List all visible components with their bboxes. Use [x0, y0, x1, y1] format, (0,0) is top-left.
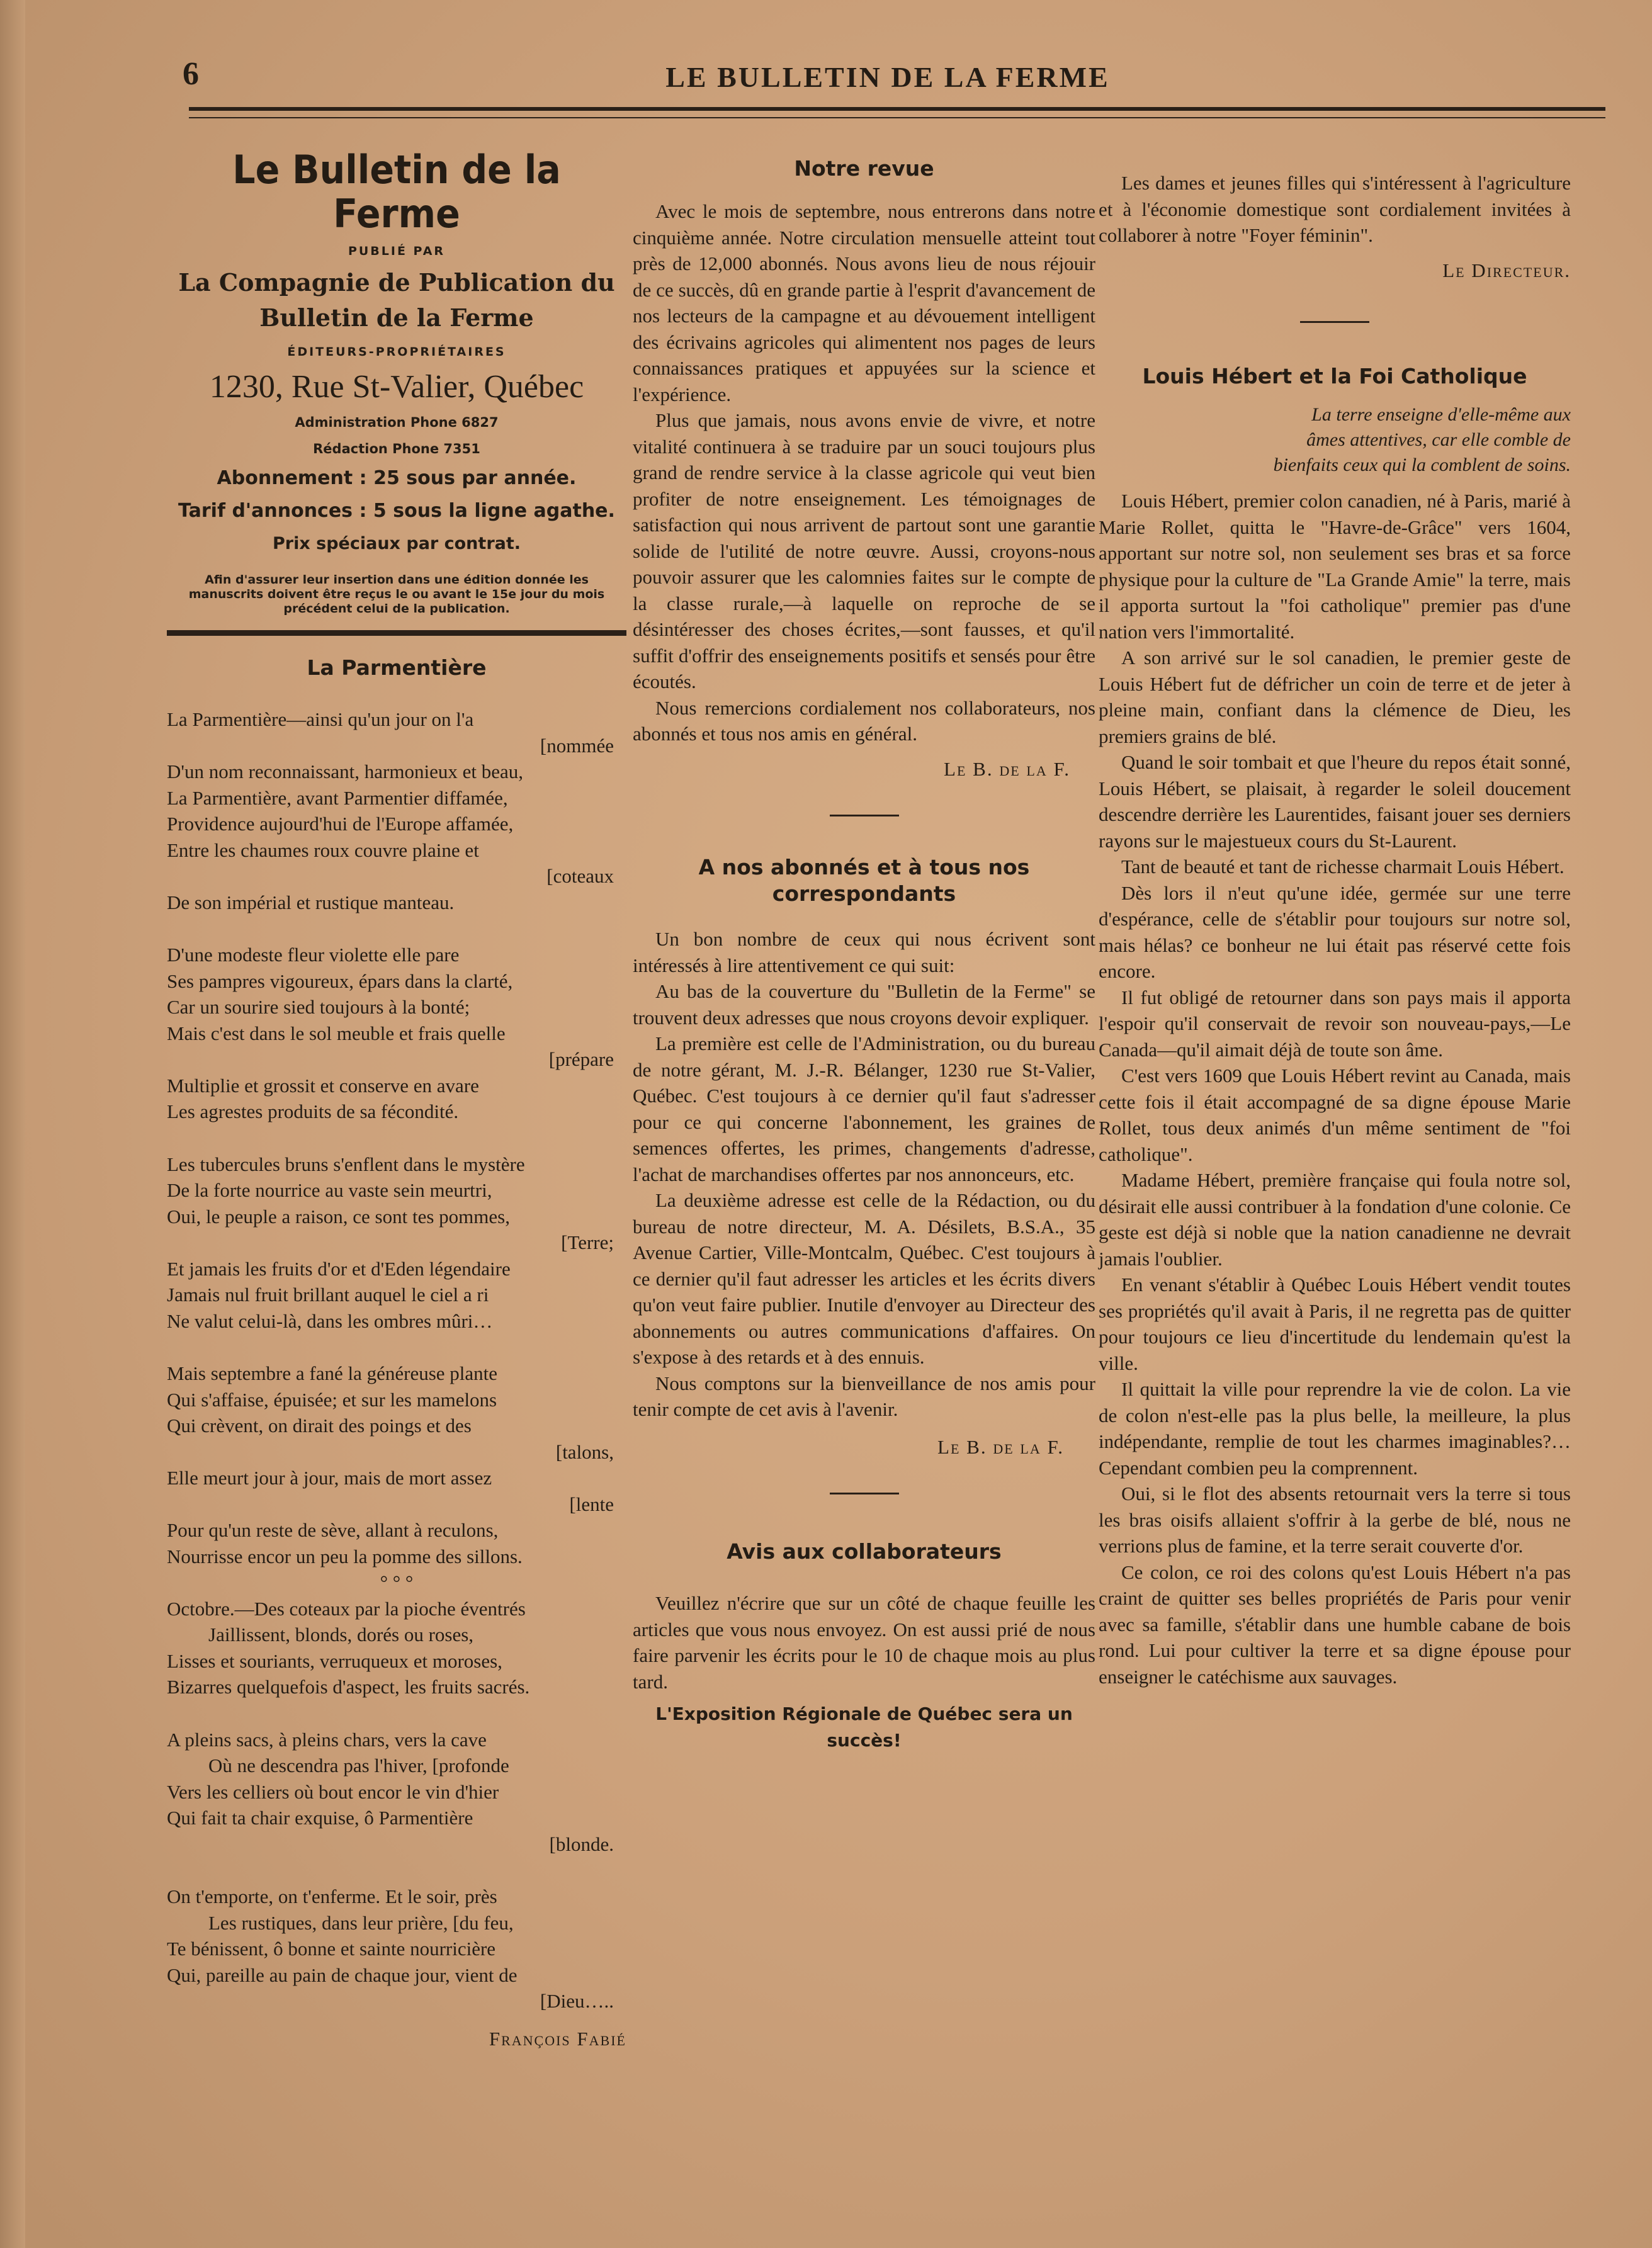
masthead-address: 1230, Rue St-Valier, Québec: [209, 369, 584, 405]
poem-line: [Terre;: [561, 1231, 614, 1253]
paragraph: Tant de beauté et tant de richesse charmait Louis Hébert.: [1121, 856, 1564, 878]
paragraph: La deuxième adresse est celle de la Rédaction, ou du bureau de notre directeur, M. A. Désilets, B.S.A., 35 Avenue Cartier, Ville-Montcalm, Québec. C'est toujours à ce dernier qu'il faut adresser les articles et les écrits divers qu'on veut faire publier. Inutile d'envoyer au Directeur des abonnements ou autres communications d'affaires. On s'expose à des retards et à des ennuis.: [633, 1189, 1095, 1368]
poem-line: La Parmentière—ainsi qu'un jour on l'a: [167, 708, 474, 730]
poem-line: ° ° °: [380, 1571, 414, 1593]
article-body-abonnes: [633, 926, 1095, 1423]
article-title-avis: Avis aux collaborateurs: [727, 1539, 1002, 1564]
column-left: [167, 135, 626, 2052]
poem-line: Vers les celliers où bout encor le vin d'hier: [167, 1780, 499, 1803]
paragraph: Madame Hébert, première française qui foula notre sol, désirait elle aussi contribuer à la fondation d'une colonie. Ce geste est déjà si noble que la nation canadienne ne devrait jamais l'oublier.: [1099, 1169, 1571, 1270]
paragraph: Un bon nombre de ceux qui nous écrivent sont intéressés à lire attentivement ce qui suit:: [633, 928, 1095, 976]
poem-line: De la forte nourrice au vaste sein meurtri,: [167, 1179, 492, 1201]
poem-author: François Fabié: [489, 2027, 626, 2050]
paragraph: En venant s'établir à Québec Louis Hébert vendit toutes ses propriétés qu'il avait à Paris, il ne regretta pas de quitter pour toujours ce lieu d'incertitude du lendemain qu'est la ville.: [1099, 1274, 1571, 1374]
poem-line: Jaillissent, blonds, dorés ou roses,: [208, 1624, 474, 1646]
poem-stanza: [167, 706, 626, 915]
poem-line: [Dieu…..: [540, 1990, 614, 2012]
masthead-publie-par: PUBLIÉ PAR: [348, 244, 446, 258]
masthead-tarif: Tarif d'annonces : 5 sous la ligne agathe.: [178, 500, 615, 522]
article-body-revue: [633, 198, 1095, 747]
poem-line: Te bénissent, ô bonne et sainte nourricière: [167, 1938, 496, 1960]
signature-directeur: Le Directeur.: [1442, 259, 1571, 281]
poem-line: Providence aujourd'hui de l'Europe affamée,: [167, 813, 514, 835]
poem-stanza: [167, 1727, 626, 1858]
signature-abonnes: Le B. de la F.: [937, 1435, 1064, 1458]
poem-line: Et jamais les fruits d'or et d'Eden légendaire: [167, 1257, 511, 1280]
paragraph: A son arrivé sur le sol canadien, le premier geste de Louis Hébert fut de défricher un coin de terre et de jeter à pleine main, confiant dans la clémence de Dieu, les premiers grains de blé.: [1099, 647, 1571, 747]
poem-line: Où ne descendra pas l'hiver, [profonde: [208, 1754, 509, 1776]
page-number: 6: [183, 56, 199, 92]
poem-line: Les tubercules bruns s'enflent dans le mystère: [167, 1153, 525, 1175]
paragraph: Louis Hébert, premier colon canadien, né à Paris, marié à Marie Rollet, quitta le "Havre-de-Grâce" vers 1604, apportant sur notre sol, non seulement ses bras et sa force physique pour la culture de "La Grande Amie" la terre, mais il apporta surtout la "foi catholique" premier pas d'une nation vers l'immortalité.: [1099, 490, 1571, 643]
poem-line: [blonde.: [549, 1833, 614, 1855]
poem-line: A pleins sacs, à pleins chars, vers la cave: [167, 1728, 487, 1751]
poem-line: Mais septembre a fané la généreuse plante: [167, 1362, 498, 1384]
masthead-prix: Prix spéciaux par contrat.: [272, 534, 521, 553]
article-title-abonnes: A nos abonnés et à tous nos correspondants: [698, 855, 1030, 906]
poem-line: Qui fait ta chair exquise, ô Parmentière: [167, 1807, 473, 1829]
poem-line: Nourrisse encor un peu la pomme des sillons.: [167, 1545, 523, 1567]
paragraph: Plus que jamais, nous avons envie de vivre, et notre vitalité continuera à se traduire par un souci toujours plus grand de rendre service à la classe agricole qui veut bien profiter de notre enseignement. Les témoignages de satisfaction qui nous arrivent de partout sont une garantie solide de l'utilité de notre œuvre. Aussi, croyons-nous pouvoir assurer que les calomnies faites sur le compte de la classe rurale,—à laquelle on reproche de se désintéresser des choses écrites,—sont fausses, et qu'il suffit d'offrir des enseignements positifs et sensés pour être écoutés.: [633, 409, 1095, 692]
poem-line: [nommée: [540, 734, 614, 757]
paragraph: Il fut obligé de retourner dans son pays mais il apporta l'espoir qu'il conservait de revoir son nouveau-pays,—Le Canada—qu'il aimait déjà de toute son âme.: [1099, 986, 1571, 1061]
poem-line: Octobre.—Des coteaux par la pioche éventrés: [167, 1597, 526, 1620]
paragraph: Il quittait la ville pour reprendre la vie de colon. La vie de colon n'est-elle pas la plus belle, la meilleure, la plus indépendante, remplie de tout les charmes imaginables?… Cependant combien peu la comprennent.: [1099, 1378, 1571, 1479]
poem-line: Ne valut celui-là, dans les ombres mûri…: [167, 1309, 493, 1332]
poem-line: D'un nom reconnaissant, harmonieux et beau,: [167, 760, 524, 782]
masthead-company-line1: La Compagnie de Publication du: [178, 268, 615, 297]
paragraph: Oui, si le flot des absents retournait vers la terre si tous les bras oisifs allaient s'offrir à la gerbe de blé, nous ne verrions plus de famine, et la terre serait couverte d'or.: [1099, 1483, 1571, 1557]
exposition-notice: L'Exposition Régionale de Québec sera un succès!: [655, 1703, 1073, 1751]
poem-line: Car un sourire sied toujours à la bonté;: [167, 996, 470, 1018]
page-edge: [0, 0, 25, 2248]
poem-stanza: [167, 1884, 626, 2014]
masthead-title: Le Bulletin de la Ferme: [232, 147, 561, 237]
header-rule-thick: [189, 107, 1605, 111]
paragraph: Nous comptons sur la bienveillance de nos amis pour tenir compte de cet avis à l'avenir.: [633, 1372, 1095, 1420]
poem-stanza: [167, 1360, 626, 1700]
poem-line: Qui, pareille au pain de chaque jour, vient de: [167, 1963, 518, 1986]
paragraph: C'est vers 1609 que Louis Hébert revint au Canada, mais cette fois il était accompagné de sa digne épouse Marie Rollet, tous deux animés d'un même sentiment de "foi catholique".: [1099, 1065, 1571, 1165]
paragraph: Au bas de la couverture du "Bulletin de la Ferme" se trouvent deux adresses que nous croyons devoir expliquer.: [633, 980, 1095, 1029]
poem-stanza: [167, 1151, 626, 1335]
poem-line: Qui crèvent, on dirait des poings et des: [167, 1415, 472, 1437]
masthead-phone-redaction: Rédaction Phone 7351: [313, 441, 480, 456]
poem-line: Oui, le peuple a raison, ce sont tes pommes,: [167, 1205, 510, 1228]
poem-line: [coteaux: [546, 865, 614, 887]
separator: [1300, 321, 1369, 323]
poem-line: La Parmentière, avant Parmentier diffamée,: [167, 786, 508, 809]
column-right: [1099, 135, 1571, 1690]
poem-line: Jamais nul fruit brillant auquel le ciel a ri: [167, 1284, 489, 1306]
paragraph: Dès lors il n'eut qu'une idée, germée sur une terre d'espérance, celle de s'établir pour toujours sur notre sol, mais hélas? ce bonheur ne lui était pas réservé cette fois encore.: [1099, 881, 1571, 982]
article-title-revue: Notre revue: [794, 156, 934, 181]
header-rule-thin: [189, 117, 1605, 118]
poem-line: Les rustiques, dans leur prière, [du feu,: [208, 1911, 514, 1934]
article-body-dames: [1099, 170, 1571, 249]
poem-line: Qui s'affaise, épuisée; et sur les mamelons: [167, 1388, 497, 1411]
running-title: LE BULLETIN DE LA FERME: [665, 61, 1110, 93]
column-middle: [633, 135, 1095, 1753]
poem-line: Elle meurt jour à jour, mais de mort assez: [167, 1467, 492, 1489]
article-epigraph: La terre enseigne d'elle-même aux âmes attentives, car elle comble de bienfaits ceux qui la comblent de soins.: [1273, 404, 1571, 475]
paragraph: Avec le mois de septembre, nous entrerons dans notre cinquième année. Notre circulation mensuelle atteint tout près de 12,000 abonnés. Nous avons lieu de nous réjouir de ce succès, dû en grande partie à l'esprit d'avancement de nos lecteurs de la campagne et au dévouement intelligent des écrivains agricoles qui alimentent nos pages de leurs connaissances pratiques et appuyées sur la science et l'expérience.: [633, 200, 1095, 405]
poem-line: Bizarres quelquefois d'aspect, les fruits sacrés.: [167, 1676, 530, 1698]
article-body-avis: [633, 1590, 1095, 1695]
poem-line: D'une modeste fleur violette elle pare: [167, 944, 460, 966]
separator: [830, 1493, 899, 1494]
poem-line: Pour qu'un reste de sève, allant à reculons,: [167, 1519, 499, 1541]
poem-line: De son impérial et rustique manteau.: [167, 891, 455, 913]
poem-line: [prépare: [548, 1048, 614, 1070]
masthead: [167, 148, 626, 636]
poem-line: Multiplie et grossit et conserve en avare: [167, 1074, 479, 1097]
paragraph: Ce colon, ce roi des colons qu'est Louis Hébert n'a pas craint de quitter ses belles propriétés de Paris pour venir avec sa famille, s'établir dans une humble cabane de bois rond. Lui pour cultiver la terre et sa digne épouse pour enseigner le catéchisme aux sauvages.: [1099, 1561, 1571, 1688]
paragraph: Les dames et jeunes filles qui s'intéressent à l'agriculture et à l'économie domestique sont cordialement invitées à collaborer à notre "Foyer féminin".: [1099, 172, 1571, 246]
poem-line: On t'emporte, on t'enferme. Et le soir, près: [167, 1885, 497, 1907]
poem-line: [talons,: [555, 1440, 614, 1463]
masthead-rule: [167, 630, 626, 636]
poem-stanza: [167, 942, 626, 1125]
masthead-phone-admin: Administration Phone 6827: [295, 415, 499, 430]
masthead-company-line2: Bulletin de la Ferme: [259, 303, 534, 332]
paragraph: Veuillez n'écrire que sur un côté de chaque feuille les articles que vous nous envoyez. On est aussi prié de nous faire parvenir les écrits pour le 10 de chaque mois au plus tard.: [633, 1592, 1095, 1693]
paragraph: Nous remercions cordialement nos collaborateurs, nos abonnés et tous nos amis en général.: [633, 696, 1095, 745]
separator: [830, 815, 899, 816]
poem-line: Mais c'est dans le sol meuble et frais quelle: [167, 1022, 506, 1044]
masthead-note: Afin d'assurer leur insertion dans une édition donnée les manuscrits doivent être reçus le ou avant le 15e jour du mois précédent celui de la publication.: [188, 573, 605, 616]
article-body-hebert: [1099, 488, 1571, 1690]
poem-line: [lente: [569, 1493, 614, 1515]
masthead-editeurs: ÉDITEURS-PROPRIÉTAIRES: [287, 344, 506, 359]
poem-line: Entre les chaumes roux couvre plaine et: [167, 839, 479, 861]
signature-revue: Le B. de la F.: [944, 757, 1070, 780]
poem-line: Ses pampres vigoureux, épars dans la clarté,: [167, 969, 513, 992]
poem-body: [167, 706, 626, 2014]
paragraph: Quand le soir tombait et que l'heure du repos était sonné, Louis Hébert, se plaisait, à regarder le soleil doucement descendre derrière les Laurentides, faisant jouer ses derniers rayons sur le majestueux cours du St-Laurent.: [1099, 751, 1571, 852]
paragraph: La première est celle de l'Administration, ou du bureau de notre gérant, M. J.-R. Bélanger, 1230 rue St-Valier, Québec. C'est toujours à ce dernier qu'il faut s'adresser pour ce qui concerne l'abonnement, les graines de semences offertes, les primes, changements d'adresse, l'achat de marchandises offertes par nos annonceurs, etc.: [633, 1032, 1095, 1185]
masthead-abonnement: Abonnement : 25 sous par année.: [217, 467, 577, 489]
poem-line: Lisses et souriants, verruqueux et moroses,: [167, 1649, 502, 1672]
poem-line: Les agrestes produits de sa fécondité.: [167, 1100, 459, 1122]
article-title-hebert: Louis Hébert et la Foi Catholique: [1142, 364, 1527, 388]
poem-title: La Parmentière: [307, 655, 487, 680]
